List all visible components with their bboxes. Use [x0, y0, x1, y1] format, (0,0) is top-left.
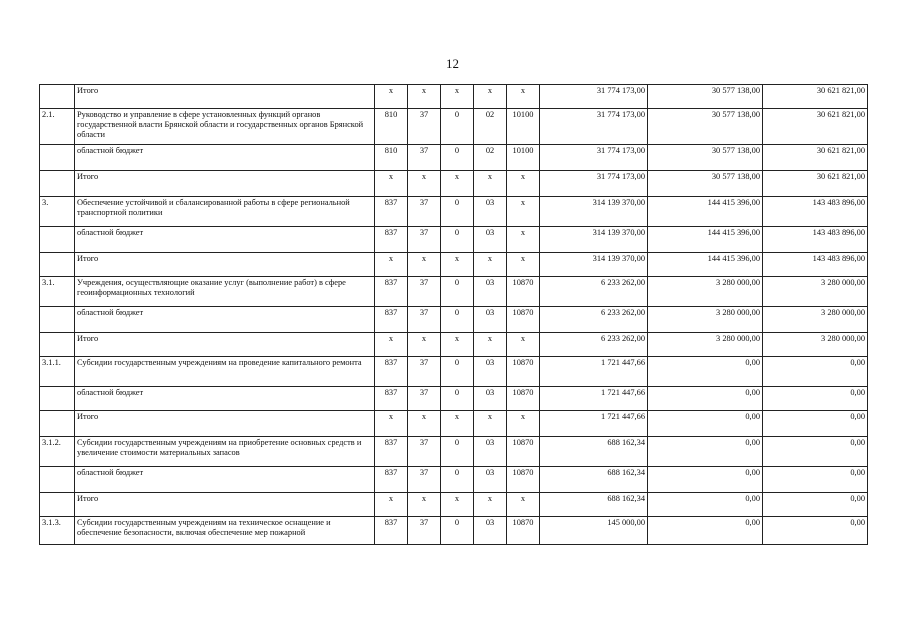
cell-a3: 3 280 000,00 — [763, 307, 868, 333]
cell-a2: 0,00 — [648, 411, 763, 437]
cell-a3: 3 280 000,00 — [763, 277, 868, 307]
cell-a2: 3 280 000,00 — [648, 333, 763, 357]
cell-a1: 6 233 262,00 — [540, 277, 648, 307]
cell-c5: x — [507, 333, 540, 357]
cell-c5: x — [507, 197, 540, 227]
cell-a1: 145 000,00 — [540, 517, 648, 545]
cell-desc: Учреждения, осуществляющие оказание услуг (выполнение работ) в сфере геоинформационных технологий — [75, 277, 375, 307]
cell-c1: x — [375, 333, 408, 357]
cell-a3: 30 621 821,00 — [763, 85, 868, 109]
table-row — [40, 109, 868, 145]
cell-desc: Субсидии государственным учреждениям на техническое оснащение и обеспечение безопасности, включая обеспечение мер пожарной — [75, 517, 375, 545]
page-number: 12 — [446, 56, 459, 71]
cell-c2: 37 — [408, 387, 441, 411]
cell-num: 3. — [40, 197, 75, 227]
cell-a3: 30 621 821,00 — [763, 171, 868, 197]
cell-c1: 810 — [375, 145, 408, 171]
cell-c3: 0 — [441, 517, 474, 545]
cell-a1: 688 162,34 — [540, 493, 648, 517]
cell-a3: 0,00 — [763, 467, 868, 493]
table-row — [40, 145, 868, 171]
cell-num: 3.1.2. — [40, 437, 75, 467]
cell-c1: 837 — [375, 227, 408, 253]
cell-a3: 0,00 — [763, 493, 868, 517]
cell-c2: 37 — [408, 109, 441, 145]
cell-a3: 0,00 — [763, 437, 868, 467]
cell-a1: 688 162,34 — [540, 437, 648, 467]
cell-c4: x — [474, 85, 507, 109]
cell-c2: 37 — [408, 517, 441, 545]
cell-c3: x — [441, 411, 474, 437]
cell-c1: x — [375, 253, 408, 277]
cell-c1: x — [375, 411, 408, 437]
cell-a1: 314 139 370,00 — [540, 227, 648, 253]
cell-a2: 30 577 138,00 — [648, 109, 763, 145]
cell-a2: 30 577 138,00 — [648, 171, 763, 197]
cell-num — [40, 253, 75, 277]
cell-num: 2.1. — [40, 109, 75, 145]
cell-a1: 31 774 173,00 — [540, 85, 648, 109]
cell-num: 3.1.1. — [40, 357, 75, 387]
cell-num — [40, 85, 75, 109]
cell-c4: 02 — [474, 109, 507, 145]
cell-num — [40, 493, 75, 517]
cell-a2: 3 280 000,00 — [648, 307, 763, 333]
cell-num — [40, 411, 75, 437]
cell-num — [40, 171, 75, 197]
cell-c3: x — [441, 333, 474, 357]
cell-c3: x — [441, 85, 474, 109]
cell-c3: 0 — [441, 197, 474, 227]
cell-c3: 0 — [441, 357, 474, 387]
cell-a2: 30 577 138,00 — [648, 85, 763, 109]
cell-c1: 837 — [375, 437, 408, 467]
cell-c4: x — [474, 493, 507, 517]
cell-num — [40, 467, 75, 493]
cell-a3: 0,00 — [763, 387, 868, 411]
cell-c5: 10870 — [507, 387, 540, 411]
cell-a1: 6 233 262,00 — [540, 333, 648, 357]
cell-c5: 10100 — [507, 109, 540, 145]
cell-c5: x — [507, 85, 540, 109]
cell-a2: 0,00 — [648, 357, 763, 387]
cell-c4: x — [474, 253, 507, 277]
cell-c4: 03 — [474, 357, 507, 387]
cell-c4: 03 — [474, 307, 507, 333]
cell-c3: 0 — [441, 109, 474, 145]
table-row — [40, 277, 868, 307]
cell-a2: 144 415 396,00 — [648, 197, 763, 227]
cell-desc: областной бюджет — [75, 307, 375, 333]
cell-a1: 1 721 447,66 — [540, 387, 648, 411]
cell-c3: 0 — [441, 467, 474, 493]
cell-c5: 10100 — [507, 145, 540, 171]
table-row — [40, 493, 868, 517]
cell-desc: Обеспечение устойчивой и сбалансированной работы в сфере региональной транспортной политики — [75, 197, 375, 227]
cell-a3: 30 621 821,00 — [763, 145, 868, 171]
cell-num — [40, 145, 75, 171]
cell-a3: 0,00 — [763, 357, 868, 387]
cell-c1: 837 — [375, 307, 408, 333]
cell-num: 3.1. — [40, 277, 75, 307]
cell-a2: 0,00 — [648, 437, 763, 467]
cell-desc: Итого — [75, 411, 375, 437]
cell-a3: 30 621 821,00 — [763, 109, 868, 145]
cell-desc: Итого — [75, 253, 375, 277]
cell-a2: 3 280 000,00 — [648, 277, 763, 307]
cell-a3: 143 483 896,00 — [763, 197, 868, 227]
cell-a2: 0,00 — [648, 493, 763, 517]
cell-a3: 3 280 000,00 — [763, 333, 868, 357]
cell-c3: x — [441, 253, 474, 277]
cell-num: 3.1.3. — [40, 517, 75, 545]
cell-c4: 03 — [474, 277, 507, 307]
table-row — [40, 411, 868, 437]
cell-a2: 0,00 — [648, 467, 763, 493]
table-row — [40, 171, 868, 197]
cell-a3: 143 483 896,00 — [763, 253, 868, 277]
cell-c5: x — [507, 171, 540, 197]
cell-a1: 314 139 370,00 — [540, 197, 648, 227]
cell-c5: x — [507, 411, 540, 437]
cell-a2: 0,00 — [648, 517, 763, 545]
cell-c5: 10870 — [507, 277, 540, 307]
cell-c5: 10870 — [507, 307, 540, 333]
cell-c4: x — [474, 333, 507, 357]
cell-desc: Итого — [75, 333, 375, 357]
cell-c3: 0 — [441, 307, 474, 333]
cell-a1: 31 774 173,00 — [540, 171, 648, 197]
cell-c2: x — [408, 85, 441, 109]
cell-num — [40, 307, 75, 333]
cell-desc: областной бюджет — [75, 227, 375, 253]
cell-c1: 837 — [375, 277, 408, 307]
cell-c2: x — [408, 411, 441, 437]
cell-c1: x — [375, 171, 408, 197]
cell-a1: 1 721 447,66 — [540, 357, 648, 387]
cell-c2: x — [408, 333, 441, 357]
cell-c3: 0 — [441, 437, 474, 467]
table-row — [40, 85, 868, 109]
cell-a3: 0,00 — [763, 411, 868, 437]
cell-c5: x — [507, 253, 540, 277]
cell-desc: Субсидии государственным учреждениям на проведение капитального ремонта — [75, 357, 375, 387]
cell-c1: x — [375, 493, 408, 517]
cell-c2: 37 — [408, 197, 441, 227]
cell-desc: Итого — [75, 171, 375, 197]
cell-c5: 10870 — [507, 517, 540, 545]
cell-c2: 37 — [408, 227, 441, 253]
cell-desc: Руководство и управление в сфере установленных функций органов государственной власти Брянской области и государственных органов Брянской области — [75, 109, 375, 145]
table-row — [40, 307, 868, 333]
cell-c5: 10870 — [507, 437, 540, 467]
cell-desc: Итого — [75, 493, 375, 517]
cell-c4: 03 — [474, 387, 507, 411]
table-row — [40, 517, 868, 545]
cell-desc: Итого — [75, 85, 375, 109]
cell-a1: 314 139 370,00 — [540, 253, 648, 277]
table-row — [40, 227, 868, 253]
cell-c5: x — [507, 227, 540, 253]
cell-c1: x — [375, 85, 408, 109]
cell-a3: 0,00 — [763, 517, 868, 545]
cell-a2: 30 577 138,00 — [648, 145, 763, 171]
cell-c5: 10870 — [507, 357, 540, 387]
cell-c2: 37 — [408, 437, 441, 467]
cell-c4: 03 — [474, 467, 507, 493]
cell-num — [40, 227, 75, 253]
cell-a1: 1 721 447,66 — [540, 411, 648, 437]
cell-c3: 0 — [441, 387, 474, 411]
cell-c3: x — [441, 171, 474, 197]
cell-c5: x — [507, 493, 540, 517]
cell-c1: 837 — [375, 387, 408, 411]
cell-a3: 143 483 896,00 — [763, 227, 868, 253]
cell-c2: 37 — [408, 307, 441, 333]
cell-desc: Субсидии государственным учреждениям на приобретение основных средств и увеличение стоимости материальных запасов — [75, 437, 375, 467]
table-row — [40, 197, 868, 227]
cell-c4: 03 — [474, 197, 507, 227]
cell-desc: областной бюджет — [75, 387, 375, 411]
cell-c2: x — [408, 253, 441, 277]
cell-a1: 31 774 173,00 — [540, 109, 648, 145]
cell-c3: 0 — [441, 145, 474, 171]
cell-num — [40, 333, 75, 357]
cell-c3: 0 — [441, 227, 474, 253]
cell-c1: 837 — [375, 197, 408, 227]
cell-c4: 02 — [474, 145, 507, 171]
table-row — [40, 387, 868, 411]
cell-c4: x — [474, 411, 507, 437]
cell-c3: 0 — [441, 277, 474, 307]
cell-c4: 03 — [474, 227, 507, 253]
cell-c1: 837 — [375, 357, 408, 387]
table-body — [40, 85, 868, 545]
table-row — [40, 357, 868, 387]
cell-c5: 10870 — [507, 467, 540, 493]
cell-a1: 6 233 262,00 — [540, 307, 648, 333]
budget-table — [39, 84, 868, 545]
cell-a2: 144 415 396,00 — [648, 253, 763, 277]
cell-a1: 688 162,34 — [540, 467, 648, 493]
cell-c4: 03 — [474, 517, 507, 545]
cell-c2: x — [408, 493, 441, 517]
cell-a1: 31 774 173,00 — [540, 145, 648, 171]
cell-c2: x — [408, 171, 441, 197]
cell-c1: 810 — [375, 109, 408, 145]
cell-c2: 37 — [408, 277, 441, 307]
table-row — [40, 467, 868, 493]
table-row — [40, 253, 868, 277]
cell-c2: 37 — [408, 357, 441, 387]
cell-c3: x — [441, 493, 474, 517]
cell-c2: 37 — [408, 467, 441, 493]
cell-a2: 0,00 — [648, 387, 763, 411]
cell-c1: 837 — [375, 517, 408, 545]
cell-a2: 144 415 396,00 — [648, 227, 763, 253]
table-row — [40, 437, 868, 467]
cell-num — [40, 387, 75, 411]
cell-c4: 03 — [474, 437, 507, 467]
cell-desc: областной бюджет — [75, 145, 375, 171]
cell-c4: x — [474, 171, 507, 197]
table-row — [40, 333, 868, 357]
cell-desc: областной бюджет — [75, 467, 375, 493]
cell-c2: 37 — [408, 145, 441, 171]
cell-c1: 837 — [375, 467, 408, 493]
